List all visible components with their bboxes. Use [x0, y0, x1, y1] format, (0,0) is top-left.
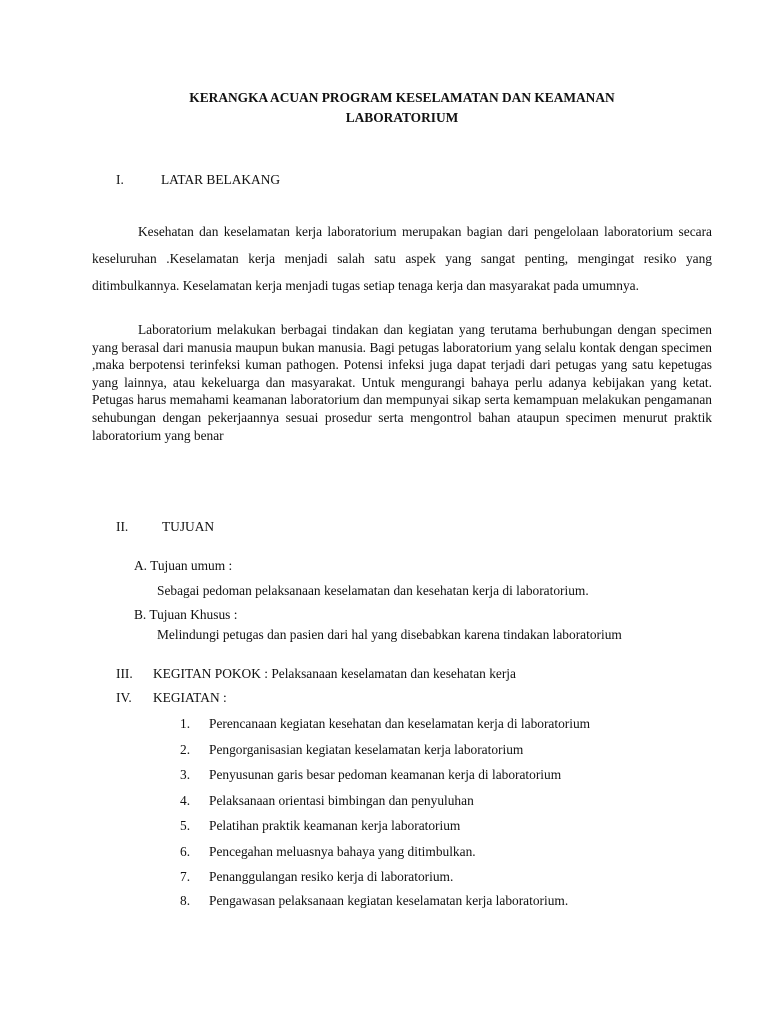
section-3-number: III.: [116, 666, 133, 681]
list-item-text: Perencanaan kegiatan kesehatan dan keselamatan kerja di laboratorium: [209, 716, 591, 731]
list-item-text: Pengorganisasian kegiatan keselamatan kerja laboratorium: [209, 742, 524, 757]
goal-general-label: A. Tujuan umum :: [134, 558, 233, 573]
section-1-heading: [116, 171, 281, 189]
list-item-number: 1.: [180, 716, 191, 731]
list-item-text: Pengawasan pelaksanaan kegiatan keselamatan kerja laboratorium.: [209, 893, 569, 908]
title-line-2: LABORATORIUM: [345, 110, 459, 125]
section-2-heading: [116, 518, 215, 536]
section-4-number: IV.: [116, 690, 132, 705]
list-item-text: Penanggulangan resiko kerja di laboratorium.: [209, 869, 454, 884]
goal-general-desc: Sebagai pedoman pelaksanaan keselamatan dan kesehatan kerja di laboratorium.: [157, 583, 589, 598]
list-item-number: 4.: [180, 793, 191, 808]
list-item-number: 5.: [180, 818, 191, 833]
section-3-title: KEGITAN POKOK : Pelaksanaan keselamatan dan kesehatan kerja: [153, 666, 516, 681]
document-title: [92, 88, 712, 128]
list-item-number: 7.: [180, 869, 191, 884]
title-line-1: KERANGKA ACUAN PROGRAM KESELAMATAN DAN KEAMANAN: [189, 90, 615, 105]
section-4-heading: [116, 689, 227, 707]
list-item-number: 8.: [180, 893, 191, 908]
section-1-paragraph-2: Laboratorium melakukan berbagai tindakan dan kegiatan yang terutama berhubungan dengan specimen yang berasal dari manusia maupun bukan manusia. Bagi petugas laboratorium yang selalu kontak dengan specimen ,maka berpotensi terinfeksi kuman pathogen. Potensi infeksi juga dapat terjadi dari petugas yang satu kepetugas yang lainnya, atau kekeluarga dan masyarakat. Untuk mengurangi bahaya perlu adanya kebijakan yang ketat. Petugas harus memahami keamanan laboratorium dan mempunyai sikap serta kemampuan melakukan pengamanan sehubungan dengan pekerjaannya sesuai prosedur serta mengontrol bahan ataupun specimen menurut praktik laboratorium yang benar: [92, 322, 712, 443]
list-item-text: Penyusunan garis besar pedoman keamanan kerja di laboratorium: [209, 767, 562, 782]
section-1-paragraph-1: Kesehatan dan keselamatan kerja laboratorium merupakan bagian dari pengelolaan laboratorium secara keseluruhan .Keselamatan kerja menjadi salah satu aspek yang sangat penting, mengingat resiko yang ditimbulkannya. Keselamatan kerja menjadi tugas setiap tenaga kerja dan masyarakat pada umumnya.: [92, 224, 712, 293]
section-2-number: II.: [116, 519, 129, 534]
section-4-title: KEGIATAN :: [153, 690, 227, 705]
section-3-heading: [116, 665, 516, 683]
list-item-number: 2.: [180, 742, 191, 757]
goal-specific-label: B. Tujuan Khusus :: [134, 607, 238, 622]
list-item-text: Pencegahan meluasnya bahaya yang ditimbulkan.: [209, 844, 476, 859]
section-1-number: I.: [116, 172, 124, 187]
section-1-title: LATAR BELAKANG: [161, 172, 281, 187]
list-item-text: Pelatihan praktik keamanan kerja laboratorium: [209, 818, 461, 833]
goal-specific-desc: Melindungi petugas dan pasien dari hal yang disebabkan karena tindakan laboratorium: [157, 627, 622, 642]
section-2-title: TUJUAN: [162, 519, 215, 534]
list-item-number: 3.: [180, 767, 191, 782]
list-item-number: 6.: [180, 844, 191, 859]
list-item-text: Pelaksanaan orientasi bimbingan dan penyuluhan: [209, 793, 474, 808]
